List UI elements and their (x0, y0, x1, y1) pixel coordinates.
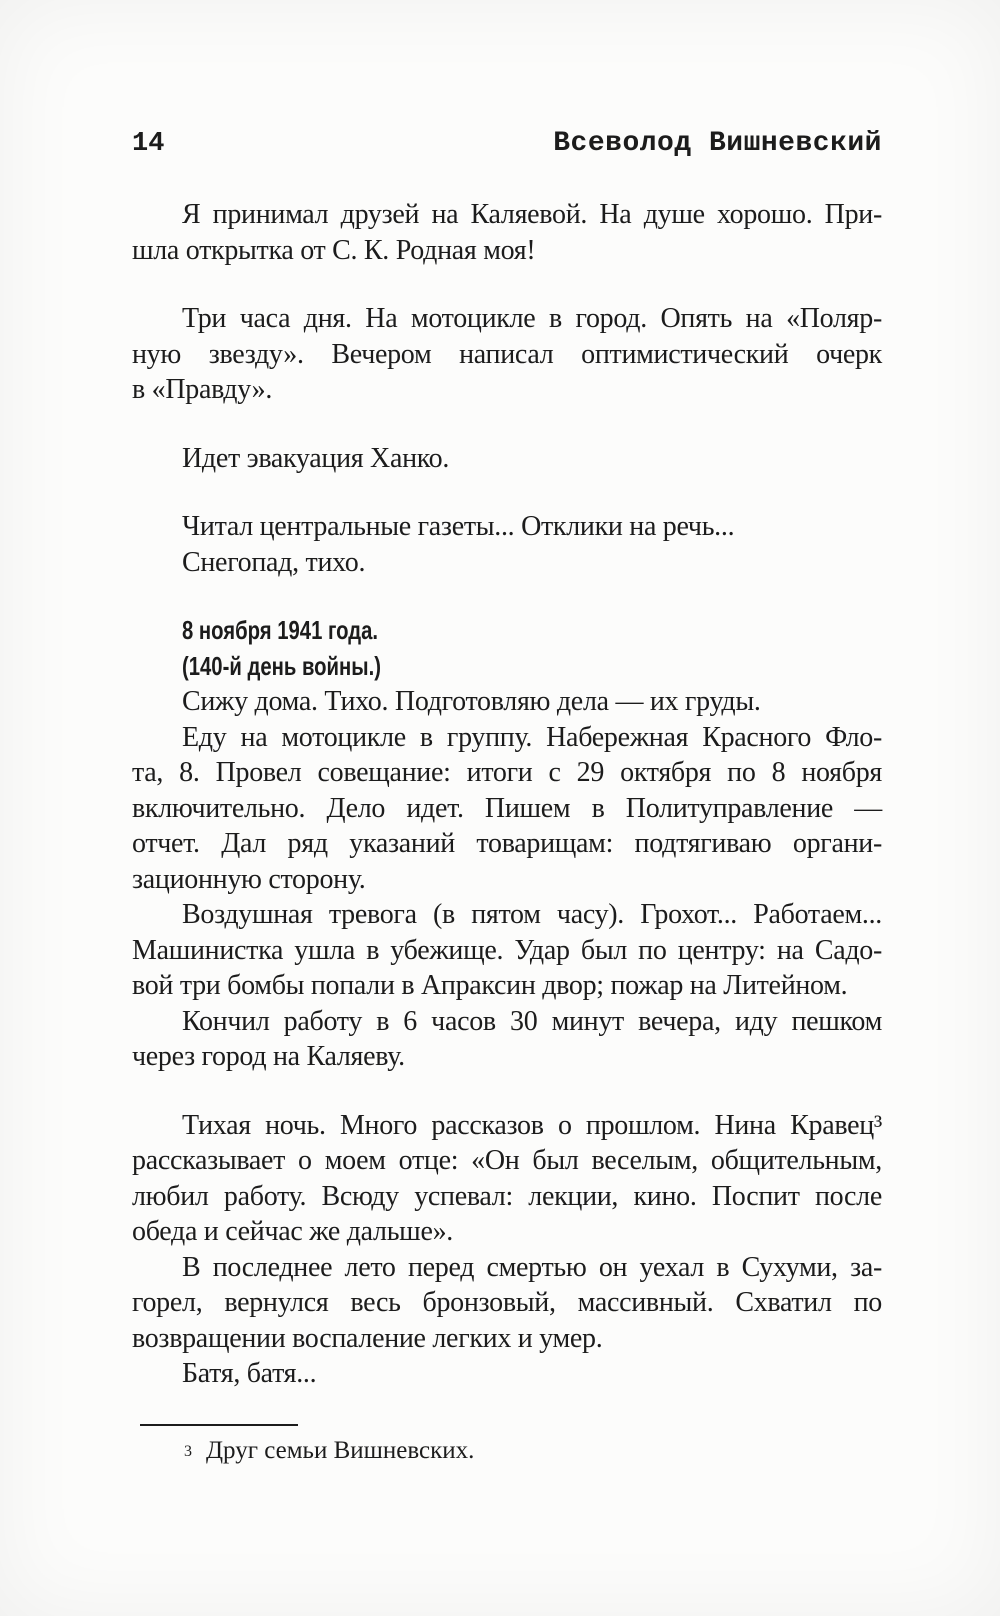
text-line: Батя, батя... (182, 1358, 317, 1389)
text-line: Сижу дома. Тихо. Подготовляю дела — их груды. (182, 686, 761, 717)
page-body (132, 197, 882, 1470)
paragraph-visit (132, 197, 882, 268)
page-header (132, 129, 882, 159)
text-line: Снегопад, тихо. (182, 546, 366, 578)
paragraph-home (132, 684, 882, 720)
date-heading-war-day (132, 649, 882, 685)
footnote-marker: 3 (184, 1442, 192, 1460)
paragraph-night (132, 1108, 882, 1250)
text-line: горел, вернулся весь бронзовый, массивный. Схватил по (132, 1287, 882, 1318)
text-line: в «Правду». (132, 374, 273, 405)
paragraph-finish (132, 1004, 882, 1075)
text-line: обеда и сейчас же дальше». (132, 1216, 453, 1247)
paragraph-batya (132, 1356, 882, 1392)
text-line: ную звезду». Вечером написал оптимистический очерк (132, 338, 882, 370)
text-line: Идет эвакуация Ханко. (182, 442, 450, 474)
running-title: Всеволод Вишневский (553, 128, 882, 159)
paragraph-father (132, 1250, 882, 1357)
text-line: Я принимал друзей на Каляевой. На душе хорошо. При- (182, 199, 882, 230)
text-line: зационную сторону. (132, 863, 366, 895)
text-line: вой три бомбы попали в Апраксин двор; пожар на Литейном. (132, 970, 848, 1001)
text-line: любил работу. Всюду успевал: лекции, кино. Поспит после (132, 1180, 882, 1212)
date-heading-date (132, 613, 882, 649)
text-line: та, 8. Провел совещание: итоги с 29 октября по 8 ноября (132, 757, 882, 788)
footnote-text: Друг семьи Вишневских. (206, 1436, 475, 1464)
text-line: отчет. Дал ряд указаний товарищам: подтягиваю органи- (132, 828, 882, 859)
date-heading-date-text: 8 ноября 1941 года. (182, 615, 379, 645)
page-number: 14 (132, 129, 165, 159)
text-line: Тихая ночь. Много рассказов о прошлом. Нина Кравец³ (182, 1109, 882, 1141)
paragraph-papers (132, 509, 882, 545)
footnote-divider (140, 1424, 298, 1426)
text-line: возвращении воспаление легких и умер. (132, 1322, 603, 1354)
text-line: шла открытка от С. К. Родная моя! (132, 234, 536, 266)
text-line: Три часа дня. На мотоцикле в город. Опять на «Поляр- (182, 303, 882, 334)
paragraph-city (132, 301, 882, 408)
text-line: Еду на мотоцикле в группу. Набережная Красного Фло- (182, 721, 882, 753)
text-line: через город на Каляеву. (132, 1041, 405, 1072)
text-line: Кончил работу в 6 часов 30 минут вечера, иду пешком (182, 1005, 882, 1037)
date-heading-war-day-text: (140-й день войны.) (182, 650, 381, 681)
paragraph-snow (132, 545, 882, 581)
text-line: Воздушная тревога (в пятом часу). Грохот... Работаем... (182, 899, 882, 930)
paragraph-hanko (132, 441, 882, 477)
footnote (132, 1435, 882, 1470)
text-line: В последнее лето перед смертью он уехал в Сухуми, за- (182, 1251, 882, 1283)
text-line: Читал центральные газеты... Отклики на речь... (182, 511, 735, 542)
text-line: Машинистка ушла в убежище. Удар был по центру: на Садо- (132, 934, 882, 966)
text-line: рассказывает о моем отце: «Он был веселым, общительным, (132, 1145, 882, 1176)
paragraph-alarm (132, 897, 882, 1004)
paragraph-meeting (132, 720, 882, 898)
text-line: включительно. Дело идет. Пишем в Политуправление — (132, 792, 882, 824)
